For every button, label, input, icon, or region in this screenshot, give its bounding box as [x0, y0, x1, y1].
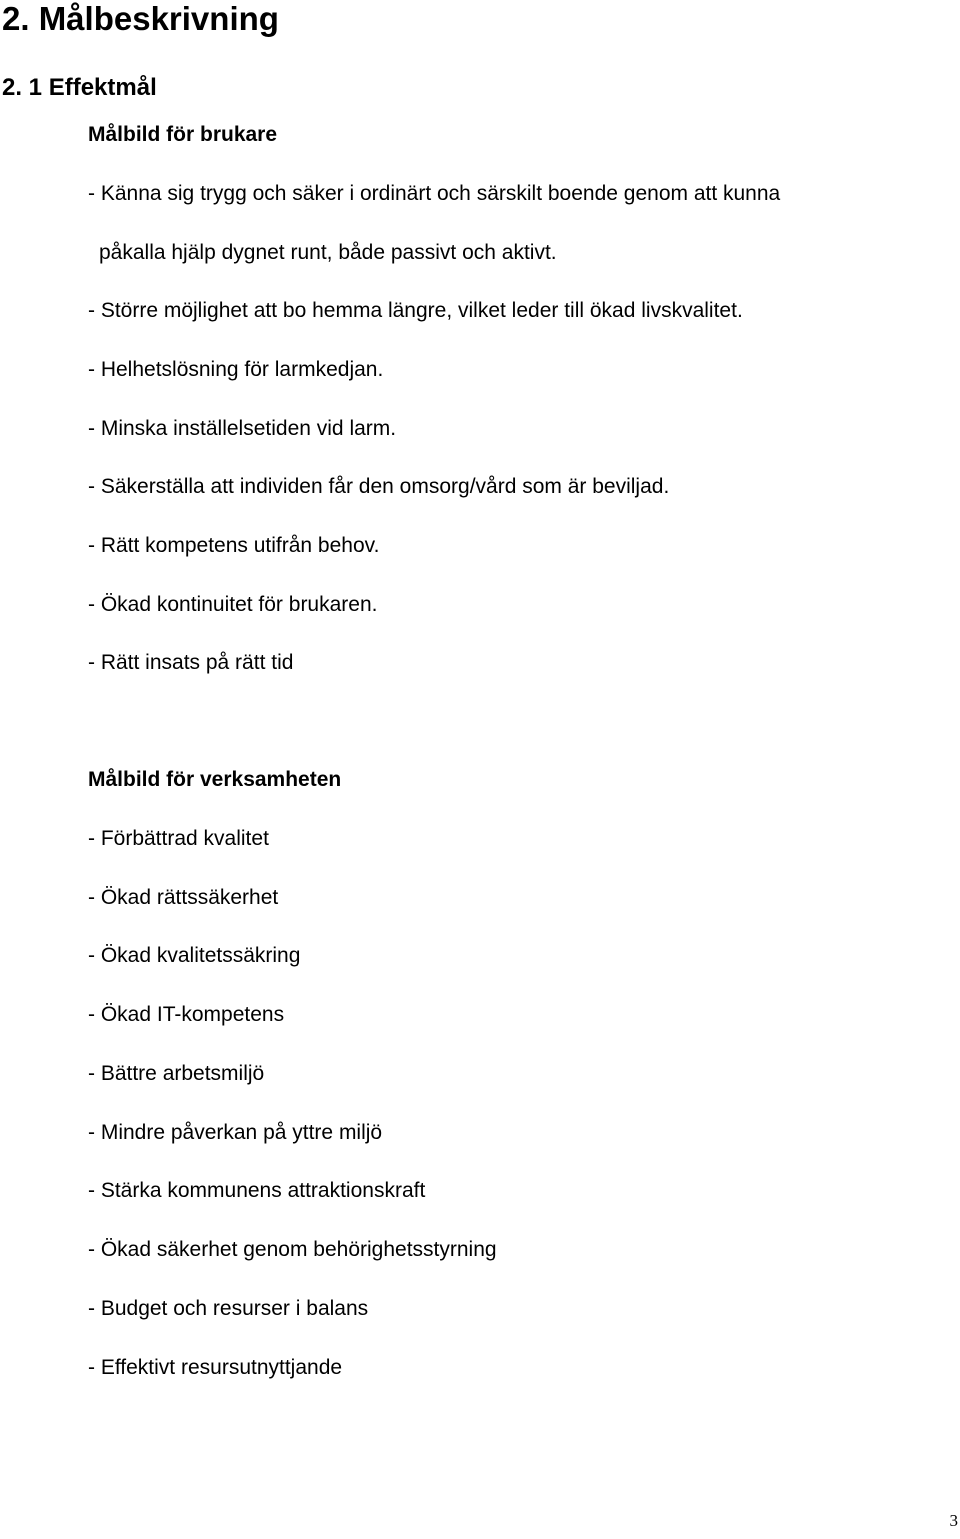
list-item: - Säkerställa att individen får den omsorg/vård som är beviljad.	[88, 475, 670, 498]
list-item: - Stärka kommunens attraktionskraft	[88, 1179, 426, 1202]
list-item: - Mindre påverkan på yttre miljö	[88, 1121, 383, 1144]
page-title: 2. Målbeskrivning	[2, 0, 279, 37]
list-item: - Effektivt resursutnyttjande	[88, 1356, 343, 1379]
list-item: - Minska inställelsetiden vid larm.	[88, 417, 397, 440]
list-item: - Helhetslösning för larmkedjan.	[88, 358, 384, 381]
list-item: - Större möjlighet att bo hemma längre, vilket leder till ökad livskvalitet.	[88, 299, 743, 322]
subsection-title-verksamheten: Målbild för verksamheten	[88, 768, 342, 791]
list-item: - Ökad säkerhet genom behörighetsstyrning	[88, 1238, 497, 1261]
list-item: - Budget och resurser i balans	[88, 1297, 369, 1320]
section-heading-effektmal: 2. 1 Effektmål	[2, 74, 157, 101]
list-item: - Rätt kompetens utifrån behov.	[88, 534, 380, 557]
list-item: - Bättre arbetsmiljö	[88, 1062, 265, 1085]
list-item: - Känna sig trygg och säker i ordinärt och särskilt boende genom att kunna	[88, 182, 781, 205]
list-item: - Ökad kontinuitet för brukaren.	[88, 593, 378, 616]
list-item: - Ökad kvalitetssäkring	[88, 944, 301, 967]
list-item: - Förbättrad kvalitet	[88, 827, 269, 850]
subsection-title-brukare: Målbild för brukare	[88, 123, 278, 146]
list-item: - Ökad IT-kompetens	[88, 1003, 285, 1026]
page-number: 3	[949, 1511, 958, 1530]
list-item: - Rätt insats på rätt tid	[88, 651, 294, 674]
list-item: - Ökad rättssäkerhet	[88, 886, 279, 909]
list-item-continuation: påkalla hjälp dygnet runt, både passivt och aktivt.	[99, 241, 557, 264]
